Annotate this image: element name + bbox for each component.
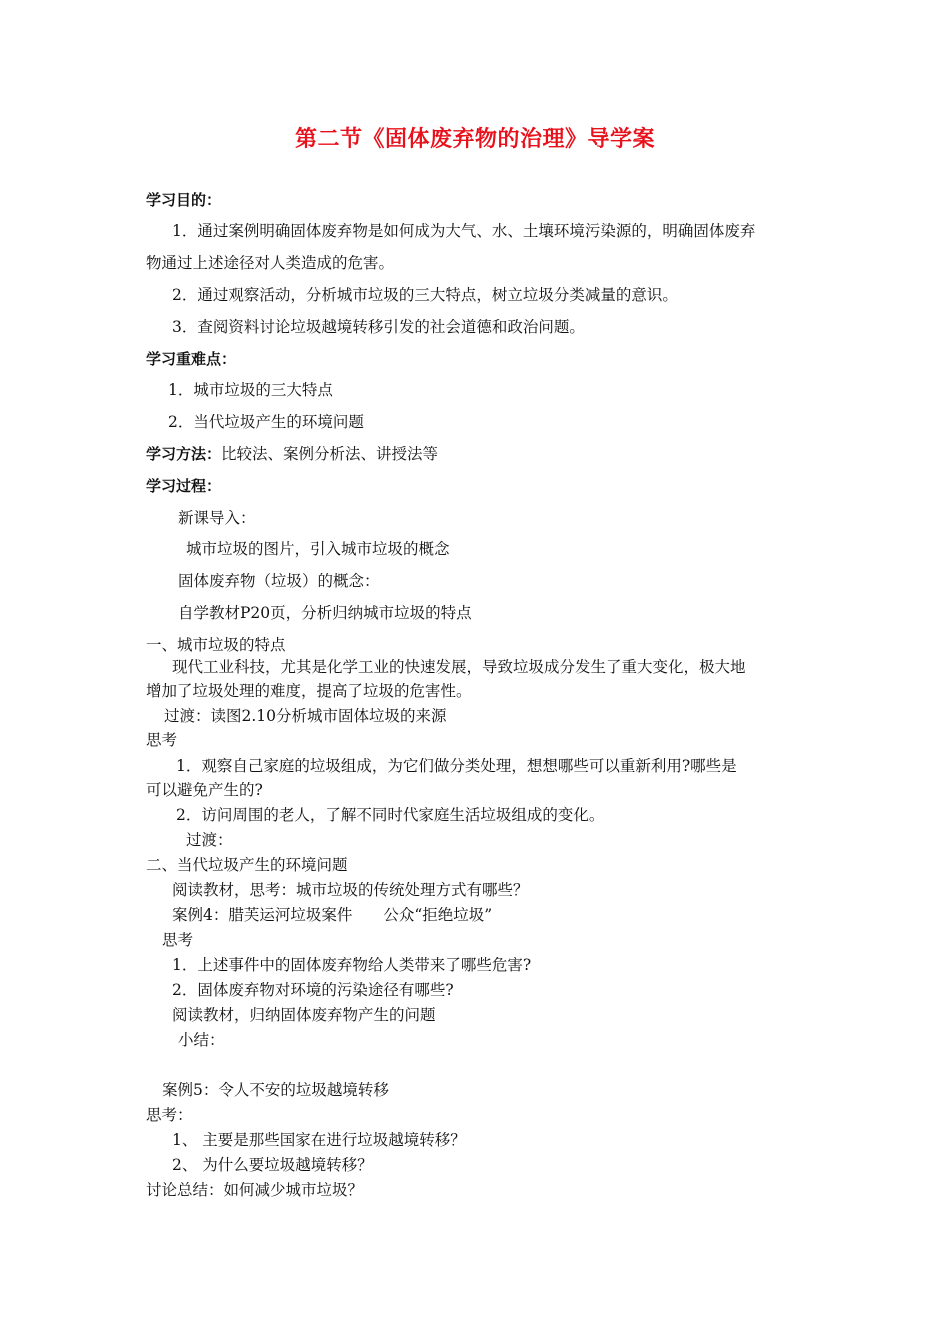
section-2-case-4: 案例4：腊芙运河垃圾案件 公众“拒绝垃圾” <box>172 906 493 924</box>
section-2-heading: 二、当代垃圾产生的环境问题 <box>146 856 348 874</box>
document-title: 第二节《固体废弃物的治理》导学案 <box>294 127 655 152</box>
section-3-discussion: 讨论总结：如何减少城市垃圾？ <box>146 1181 364 1199</box>
section-1-think: 思考 <box>146 731 178 749</box>
section-2-think: 思考 <box>162 931 194 949</box>
section-2-read-2: 阅读教材，归纳固体废弃物产生的问题 <box>172 1006 436 1024</box>
objective-2: 2．通过观察活动，分析城市垃圾的三大特点，树立垃圾分类减量的意识。 <box>172 286 678 304</box>
section-1-para-line-2: 增加了垃圾处理的难度，提高了垃圾的危害性。 <box>146 682 472 700</box>
section-3-think: 思考： <box>146 1106 193 1124</box>
process-concept: 固体废弃物（垃圾）的概念： <box>178 572 380 590</box>
process-intro: 新课导入： <box>178 509 256 527</box>
section-1-heading: 一、城市垃圾的特点 <box>146 636 286 654</box>
key-points-heading: 学习重难点： <box>146 350 237 368</box>
section-1-para-line-1: 现代工业科技，尤其是化学工业的快速发展，导致垃圾成分发生了重大变化，极大地 <box>172 658 746 676</box>
key-point-2: 2．当代垃圾产生的环境问题 <box>168 413 364 431</box>
objectives-heading: 学习目的： <box>146 191 222 209</box>
objective-3: 3．查阅资料讨论垃圾越境转移引发的社会道德和政治问题。 <box>172 318 585 336</box>
section-3-question-1: 1、 主要是那些国家在进行垃圾越境转移？ <box>172 1131 466 1149</box>
process-self-study: 自学教材P20页，分析归纳城市垃圾的特点 <box>178 604 472 622</box>
section-2-summary: 小结： <box>178 1031 225 1049</box>
methods-row <box>146 444 438 464</box>
section-2-question-2: 2．固体废弃物对环境的污染途径有哪些? <box>172 981 454 999</box>
methods-text: 比较法、案例分析法、讲授法等 <box>221 445 439 463</box>
section-1-question-1-line-2: 可以避免产生的? <box>146 781 263 799</box>
process-heading: 学习过程： <box>146 477 222 495</box>
section-1-question-2: 2．访问周围的老人，了解不同时代家庭生活垃圾组成的变化。 <box>176 806 605 824</box>
process-intro-text: 城市垃圾的图片，引入城市垃圾的概念 <box>186 540 450 558</box>
section-3-question-2: 2、 为什么要垃圾越境转移？ <box>172 1156 373 1174</box>
section-1-transition-2: 过渡： <box>186 831 233 849</box>
section-1-transition: 过渡：读图2.10分析城市固体垃圾的来源 <box>164 707 447 725</box>
objective-1-line-2: 物通过上述途径对人类造成的危害。 <box>146 254 395 272</box>
key-point-1: 1．城市垃圾的三大特点 <box>168 381 333 399</box>
section-3-case-5: 案例5：令人不安的垃圾越境转移 <box>162 1081 389 1099</box>
section-2-question-1: 1．上述事件中的固体废弃物给人类带来了哪些危害? <box>172 956 532 974</box>
objective-1-line-1: 1．通过案例明确固体废弃物是如何成为大气、水、土壤环境污染源的，明确固体废弃 <box>172 222 756 240</box>
section-1-question-1-line-1: 1．观察自己家庭的垃圾组成，为它们做分类处理，想想哪些可以重新利用?哪些是 <box>176 757 737 775</box>
section-2-read: 阅读教材，思考：城市垃圾的传统处理方式有哪些？ <box>172 881 529 899</box>
methods-heading: 学习方法： <box>146 445 222 463</box>
